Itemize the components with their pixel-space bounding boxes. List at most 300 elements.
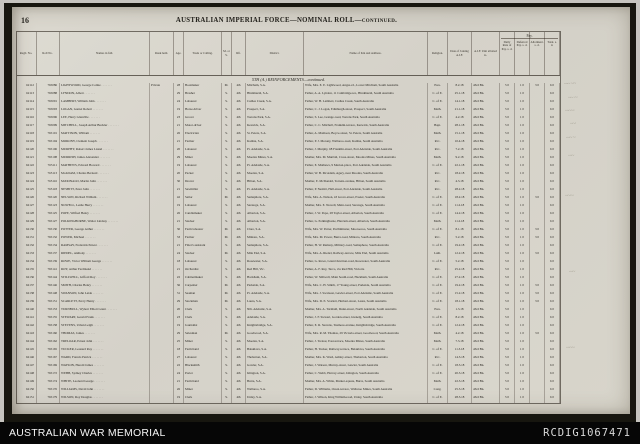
cell-name: ROY, Arthur Ferdinand . . . — [60, 267, 150, 275]
cell-pay-allotment — [530, 123, 545, 131]
cell-pay-total: 6 0 — [545, 371, 560, 379]
cell-pay-daily: 5 0 — [500, 107, 515, 115]
cell-roll-no: 765101 — [37, 131, 60, 139]
cell-trade: Candlemaker — [184, 211, 222, 219]
cell-roll-no: 765130 — [37, 227, 60, 235]
cell-religion: C. of E. — [428, 395, 448, 403]
table-row — [17, 107, 560, 115]
cell-date-joined: 4.2.18 — [448, 115, 472, 123]
cell-kin: Wife, Mrs. W. Potter, Porthminster, Moorooroo, South Australia — [304, 227, 428, 235]
cell-name: STILLWELL, Gifford Roy . . . — [60, 275, 150, 283]
cell-marital: S. — [222, 355, 232, 363]
cell-district: Mintaro, S.A. — [246, 235, 304, 243]
cell-date-joined: 4.2.18 — [448, 331, 472, 339]
cell-pay-daily: 5 0 — [500, 155, 515, 163]
cell-trade: Clerk — [184, 307, 222, 315]
cell-pay-daily: 5 0 — [500, 259, 515, 267]
cell-date-joined: 5.2.18 — [448, 235, 472, 243]
cell-unit: 43rd Bn. — [472, 155, 500, 163]
cell-regtl-no: 62115 — [17, 107, 37, 115]
table-row — [17, 139, 560, 147]
cell-roll-no: 765093 — [37, 107, 60, 115]
cell-district: Alberton, S.A. — [246, 211, 304, 219]
cell-pay-deferred: 1 0 — [515, 347, 530, 355]
cell-pay-total: 6 0 — [545, 395, 560, 403]
cell-religion: C. of E. — [428, 211, 448, 219]
cell-kin: Father, W. H. Lambert, Cudlee Creek, South Australia — [304, 99, 428, 107]
cell-trade: Labourer — [184, 99, 222, 107]
cell-religion: R.C. — [428, 267, 448, 275]
cell-unit: 43rd Bn. — [472, 267, 500, 275]
cell-trade: Blacksmith — [184, 363, 222, 371]
cell-name: SCARLETT, Percy Henry . . . — [60, 299, 150, 307]
table-row — [17, 347, 560, 355]
cell-date-joined: 21.1.18 — [448, 107, 472, 115]
cell-pay-daily: 5 0 — [500, 219, 515, 227]
cell-pay-deferred: 1 0 — [515, 243, 530, 251]
cell-unit: 43rd Bn. — [472, 347, 500, 355]
table-body — [17, 83, 560, 403]
cell-regtl-no: 62139 — [17, 299, 37, 307]
table-row — [17, 227, 560, 235]
cell-trade: Electrician — [184, 131, 222, 139]
cell-pay-allotment — [530, 163, 545, 171]
table-row — [17, 355, 560, 363]
cell-roll-no: 765086 — [37, 83, 60, 91]
cell-pay-daily: 5 0 — [500, 307, 515, 315]
cell-district: Pt. Adelaide, S.A. — [246, 291, 304, 299]
cell-religion: Cong. — [428, 387, 448, 395]
cell-name: WILSON, Roy Douglas . . . — [60, 395, 150, 403]
cell-name: POTTER, George Arthur . . . — [60, 227, 150, 235]
cell-roll-no: 765123 — [37, 203, 60, 211]
cell-regtl-no: 62123 — [17, 171, 37, 179]
cell-pay-allotment — [530, 171, 545, 179]
cell-pay-allotment — [530, 371, 545, 379]
cell-pay-allotment — [530, 323, 545, 331]
cell-pay-deferred: 1 0 — [515, 179, 530, 187]
table-row — [17, 323, 560, 331]
cell-regtl-no: 62124 — [17, 179, 37, 187]
cell-date-joined: 4.3.18 — [448, 179, 472, 187]
cell-age: 30 — [174, 227, 184, 235]
cell-pay-deferred: 1 0 — [515, 155, 530, 163]
cell-pay-allotment — [530, 315, 545, 323]
column-header-age: Age. — [174, 32, 184, 75]
cell-pay-daily: 5 0 — [500, 99, 515, 107]
cell-pay-total: 6 0 — [545, 291, 560, 299]
cell-religion: Luth. — [428, 251, 448, 259]
cell-date-joined: 25.2.18 — [448, 267, 472, 275]
cell-trade: Miner — [184, 387, 222, 395]
cell-district: Hilton, S.A. — [246, 179, 304, 187]
cell-rank — [150, 371, 174, 379]
cell-pay-allotment — [530, 219, 545, 227]
cell-roll-no: 765141 — [37, 267, 60, 275]
cell-roll-no: 765165 — [37, 347, 60, 355]
cell-religion: C. of E. — [428, 163, 448, 171]
cell-pay-daily: 5 0 — [500, 331, 515, 339]
cell-district: Pt. Adelaide, S.A. — [246, 163, 304, 171]
cell-rank — [150, 227, 174, 235]
cell-roll-no: 765139 — [37, 259, 60, 267]
cell-pay-total: 6 0 — [545, 171, 560, 179]
cell-pay-deferred: 1 0 — [515, 259, 530, 267]
cell-regtl-no: 62126 — [17, 195, 37, 203]
cell-district: Torrens Park, S.A. — [246, 115, 304, 123]
cell-district: Balaklava, S.A. — [246, 347, 304, 355]
cell-district: Clare, S.A. — [246, 227, 304, 235]
cell-roll-no: 765127 — [37, 219, 60, 227]
cell-pay-allotment: 3 0 — [530, 195, 545, 203]
cell-rft: 4th — [232, 355, 246, 363]
cell-rank — [150, 379, 174, 387]
cell-age: 31 — [174, 291, 184, 299]
cell-kin: Father, S. Lee, Grange-road, Torrens Park, South Australia — [304, 115, 428, 123]
cell-pay-allotment: 3 0 — [530, 235, 545, 243]
cell-pay-deferred: 1 0 — [515, 275, 530, 283]
cell-trade: Labourer — [184, 163, 222, 171]
cell-roll-no: 765174 — [37, 379, 60, 387]
cell-marital: S. — [222, 211, 232, 219]
cell-age: 21 — [174, 379, 184, 387]
cell-kin: Father, D. Williams, Owen-terrace, Wallaroo Mines, South Australia — [304, 387, 428, 395]
cell-rank — [150, 291, 174, 299]
cell-pay-allotment — [530, 131, 545, 139]
cell-district: Red Hill, Vic. — [246, 267, 304, 275]
cell-roll-no: 765106 — [37, 147, 60, 155]
cell-pay-daily: 5 0 — [500, 243, 515, 251]
cell-district: Knightsbridge, S.A. — [246, 323, 304, 331]
cell-pay-allotment — [530, 395, 545, 403]
cell-roll-no: 765118 — [37, 187, 60, 195]
cell-kin: Wife, Mrs. E. E. Lightwood, Angas-rd., Lower Mitcham, South Australia — [304, 83, 428, 91]
cell-rank — [150, 91, 174, 99]
cell-kin: Father, A. Mattison, Boyce-street, St. Peters, South Australia — [304, 131, 428, 139]
cell-district: Kadina, S.A. — [246, 139, 304, 147]
awm-brand-label: AUSTRALIAN WAR MEMORIAL — [9, 427, 166, 439]
cell-marital: S. — [222, 219, 232, 227]
cell-age: 19 — [174, 203, 184, 211]
cell-unit: 43rd Bn. — [472, 163, 500, 171]
cell-trade: Horse-driver — [184, 107, 222, 115]
cell-rank — [150, 99, 174, 107]
cell-unit: 43rd Bn. — [472, 355, 500, 363]
cell-regtl-no: 62113 — [17, 91, 37, 99]
cell-pay-total: 6 0 — [545, 315, 560, 323]
cell-unit: 43rd Bn. — [472, 315, 500, 323]
cell-name: MATTISON, William . . . — [60, 131, 150, 139]
cell-date-joined: 7.2.18 — [448, 147, 472, 155]
cell-date-joined: 8.2.18 — [448, 83, 472, 91]
cell-rft: 4th — [232, 371, 246, 379]
cell-religion: R.C. — [428, 187, 448, 195]
cell-pay-allotment — [530, 179, 545, 187]
column-header-rft: Rft. — [232, 32, 246, 75]
cell-kin: Father, E. Mathews, 9 Marion-place, Port Adelaide, South Australia — [304, 163, 428, 171]
cell-religion: C. of E. — [428, 115, 448, 123]
cell-trade: Drover — [184, 179, 222, 187]
cell-kin: Father, C. J. Logan, Edinburgh-street, Prospect, South Australia — [304, 107, 428, 115]
cell-rank — [150, 163, 174, 171]
cell-date-joined: 11.2.18 — [448, 203, 472, 211]
cell-kin: Father, J. Wilson, King William-road, Unley, South Australia — [304, 395, 428, 403]
cell-roll-no: 765125 — [37, 211, 60, 219]
table-row — [17, 259, 560, 267]
cell-trade: Porter — [184, 371, 222, 379]
cell-roll-no: 765151 — [37, 299, 60, 307]
cell-pay-deferred: 1 0 — [515, 147, 530, 155]
cell-pay-allotment — [530, 139, 545, 147]
cell-pay-daily: 5 0 — [500, 355, 515, 363]
column-header-trade: Trade or Calling. — [184, 32, 222, 75]
cell-pay-total: 6 0 — [545, 331, 560, 339]
cell-date-joined: 19.2.18 — [448, 243, 472, 251]
cell-pay-daily: 5 0 — [500, 251, 515, 259]
cell-unit: 43rd Bn. — [472, 195, 500, 203]
cell-rank — [150, 139, 174, 147]
cell-unit: 43rd Bn. — [472, 219, 500, 227]
cell-pay-daily: 5 0 — [500, 323, 515, 331]
cell-name: WHITE, Leonard George . . . — [60, 379, 150, 387]
record-id-label: RCDIG1067471 — [543, 427, 631, 439]
cell-age: 29 — [174, 299, 184, 307]
cell-rft: 4th — [232, 171, 246, 179]
table-row — [17, 203, 560, 211]
cell-district: Parkside, S.A. — [246, 283, 304, 291]
cell-name: MORONY, Clement Joseph . . . — [60, 139, 150, 147]
cell-rft: 4th — [232, 107, 246, 115]
cell-regtl-no: 62142 — [17, 323, 37, 331]
cell-trade: Journalist — [184, 323, 222, 331]
cell-pay-deferred: 1 0 — [515, 315, 530, 323]
cell-rft: 4th — [232, 147, 246, 155]
pay-group-header: Pay. — [501, 34, 558, 39]
table-row — [17, 379, 560, 387]
cell-marital: S. — [222, 267, 232, 275]
cell-pay-total: 6 0 — [545, 131, 560, 139]
cell-pay-allotment: 3 0 — [530, 227, 545, 235]
table-row — [17, 147, 560, 155]
cell-pay-daily: 5 0 — [500, 283, 515, 291]
cell-trade: Labourer — [184, 147, 222, 155]
cell-date-joined: 12.2.18 — [448, 251, 472, 259]
cell-regtl-no: 62120 — [17, 147, 37, 155]
cell-pay-allotment — [530, 99, 545, 107]
cell-religion: C. of E. — [428, 363, 448, 371]
pencil-annotation: ~·~ — [567, 152, 574, 160]
cell-trade: Clerk — [184, 395, 222, 403]
cell-district: Mile End, S.A. — [246, 251, 304, 259]
cell-pay-deferred: 1 0 — [515, 251, 530, 259]
cell-pay-total: 6 0 — [545, 267, 560, 275]
cell-religion: Meth. — [428, 219, 448, 227]
cell-pay-daily: 5 0 — [500, 339, 515, 347]
cell-rft: 4th — [232, 299, 246, 307]
cell-rank — [150, 355, 174, 363]
cell-name: STEVENS, Urban Leigh . . . — [60, 323, 150, 331]
cell-district: Rosewater, S.A. — [246, 259, 304, 267]
cell-kin: Mother, E. McDonald, Torrens-avenue, Hilton, South Australia — [304, 179, 428, 187]
cell-pay-daily: 5 0 — [500, 147, 515, 155]
cell-regtl-no: 62121 — [17, 155, 37, 163]
cell-unit: 43rd Bn. — [472, 91, 500, 99]
cell-roll-no: 765137 — [37, 251, 60, 259]
table-row — [17, 211, 560, 219]
cell-kin: Father, W. B. McAdam, Agery, near Moonta, South Australia — [304, 171, 428, 179]
cell-rank — [150, 275, 174, 283]
cell-trade: Orchardist — [184, 267, 222, 275]
cell-date-joined: 1.3.18 — [448, 307, 472, 315]
cell-rft: 4th — [232, 131, 246, 139]
cell-rank — [150, 395, 174, 403]
cell-regtl-no: 62132 — [17, 243, 37, 251]
cell-age: 27 — [174, 355, 184, 363]
cell-religion: Pres. — [428, 307, 448, 315]
column-header-roll-no: Roll No. — [37, 32, 60, 75]
cell-name: NELSON, Richard William . . . — [60, 195, 150, 203]
cell-age: 28 — [174, 83, 184, 91]
cell-pay-deferred: 1 0 — [515, 91, 530, 99]
cell-marital: S. — [222, 139, 232, 147]
cell-rank — [150, 187, 174, 195]
cell-roll-no: 765132 — [37, 235, 60, 243]
cell-district: Moonta Mines, S.A. — [246, 155, 304, 163]
cell-date-joined: 8.2.18 — [448, 315, 472, 323]
cell-marital: S. — [222, 371, 232, 379]
cell-roll-no: 765148 — [37, 291, 60, 299]
cell-rft: 4th — [232, 211, 246, 219]
cell-unit: 43rd Bn. — [472, 187, 500, 195]
cell-roll-no: 765146 — [37, 283, 60, 291]
cell-religion: C. of E. — [428, 347, 448, 355]
cell-date-joined: 10.4.18 — [448, 139, 472, 147]
cell-age: 24 — [174, 99, 184, 107]
cell-date-joined: 14.3.18 — [448, 355, 472, 363]
cell-pay-deferred: 1 0 — [515, 99, 530, 107]
table-header-row — [17, 32, 560, 76]
cell-rft: 4th — [232, 243, 246, 251]
cell-date-joined: 22.1.18 — [448, 163, 472, 171]
cell-rank — [150, 251, 174, 259]
cell-pay-deferred: 1 0 — [515, 299, 530, 307]
column-header-kin: Name of Kin and Address. — [304, 32, 428, 75]
cell-unit: 43rd Bn. — [472, 99, 500, 107]
cell-religion: Meth. — [428, 131, 448, 139]
cell-trade: Motor-driver — [184, 123, 222, 131]
cell-district: Adelaide, S.A. — [246, 315, 304, 323]
cell-date-joined: 20.3.18 — [448, 371, 472, 379]
cell-unit: 43rd Bn. — [472, 363, 500, 371]
cell-unit: 43rd Bn. — [472, 147, 500, 155]
cell-pay-total: 6 0 — [545, 123, 560, 131]
cell-pay-allotment: 3 0 — [530, 299, 545, 307]
cell-kin: Mother, Mrs. A. Turnbull, Dunn-street, North Adelaide, South Australia — [304, 307, 428, 315]
cell-pay-total: 6 0 — [545, 387, 560, 395]
cell-rank — [150, 107, 174, 115]
cell-pay-total: 6 0 — [545, 187, 560, 195]
cell-age: 18 — [174, 347, 184, 355]
cell-pay-total: 6 0 — [545, 203, 560, 211]
cell-rft: 4th — [232, 163, 246, 171]
pencil-annotation: ·~~ ~ — [565, 134, 576, 142]
cell-religion: Meth. — [428, 339, 448, 347]
cell-regtl-no: 62131 — [17, 235, 37, 243]
cell-roll-no: 765088 — [37, 91, 60, 99]
cell-pay-allotment — [530, 275, 545, 283]
cell-trade: Seaman — [184, 291, 222, 299]
cell-unit: 43rd Bn. — [472, 227, 500, 235]
cell-religion: R.C. — [428, 235, 448, 243]
cell-trade: Bootmaker — [184, 83, 222, 91]
cell-pay-daily: 5 0 — [500, 211, 515, 219]
cell-name: WILLIAMS, David John . . . — [60, 387, 150, 395]
cell-district: Islington, S.A. — [246, 371, 304, 379]
cell-pay-deferred: 1 0 — [515, 339, 530, 347]
cell-pay-allotment: 3 0 — [530, 331, 545, 339]
cell-pay-allotment: 3 0 — [530, 283, 545, 291]
cell-age: 26 — [174, 387, 184, 395]
cell-name: LOGAN, Garnet Robert . . . — [60, 107, 150, 115]
cell-roll-no: 765116 — [37, 179, 60, 187]
cell-pay-daily: 5 0 — [500, 379, 515, 387]
column-header-rank: Rank held. — [150, 32, 174, 75]
cell-unit: 43rd Bn. — [472, 171, 500, 179]
cell-date-joined: 28.3.18 — [448, 395, 472, 403]
cell-trade: Cabinetmaker — [184, 275, 222, 283]
cell-religion: Meth. — [428, 379, 448, 387]
cell-pay-total: 6 0 — [545, 99, 560, 107]
table-row — [17, 123, 560, 131]
cell-district: Cudlee Creek, S.A. — [246, 99, 304, 107]
cell-regtl-no: 62143 — [17, 331, 37, 339]
cell-pay-deferred: 1 0 — [515, 235, 530, 243]
cell-regtl-no: 62151 — [17, 395, 37, 403]
cell-pay-allotment — [530, 387, 545, 395]
cell-name: POLKINGHORNE, Walter Lindsay . . . — [60, 219, 150, 227]
cell-marital: S. — [222, 179, 232, 187]
cell-age: 19 — [174, 107, 184, 115]
cell-district: St. Peters, S.A. — [246, 131, 304, 139]
cell-pay-allotment — [530, 355, 545, 363]
cell-unit: 43rd Bn. — [472, 307, 500, 315]
cell-rft: 4th — [232, 139, 246, 147]
cell-pay-deferred: 1 0 — [515, 387, 530, 395]
cell-pay-daily: 5 0 — [500, 203, 515, 211]
cell-rank — [150, 331, 174, 339]
cell-pay-daily: 5 0 — [500, 227, 515, 235]
table-row — [17, 371, 560, 379]
cell-district: Wallaroo, S.A. — [246, 387, 304, 395]
cell-roll-no: 765104 — [37, 139, 60, 147]
cell-age: 19 — [174, 395, 184, 403]
column-header-unit: A.I.F. Unit allotted to. — [472, 32, 500, 75]
cell-regtl-no: 62146 — [17, 355, 37, 363]
cell-age: 20 — [174, 171, 184, 179]
cell-roll-no: 765120 — [37, 195, 60, 203]
cell-religion: C. of E. — [428, 283, 448, 291]
cell-unit: 43rd Bn. — [472, 339, 500, 347]
cell-name: MITCHELL, Joseph Arthur Buckler . . . — [60, 123, 150, 131]
cell-age: 19 — [174, 163, 184, 171]
cell-trade: Farm labourer — [184, 227, 222, 235]
cell-pay-allotment — [530, 347, 545, 355]
table-row — [17, 219, 560, 227]
cell-rft: 4th — [232, 363, 246, 371]
cell-name: TRELOAR, Ernest John . . . — [60, 339, 150, 347]
cell-kin: Wife, Mrs. A. Riedel, Railway-terrace, Mile End, South Australia — [304, 251, 428, 259]
cell-rft: 4th — [232, 187, 246, 195]
